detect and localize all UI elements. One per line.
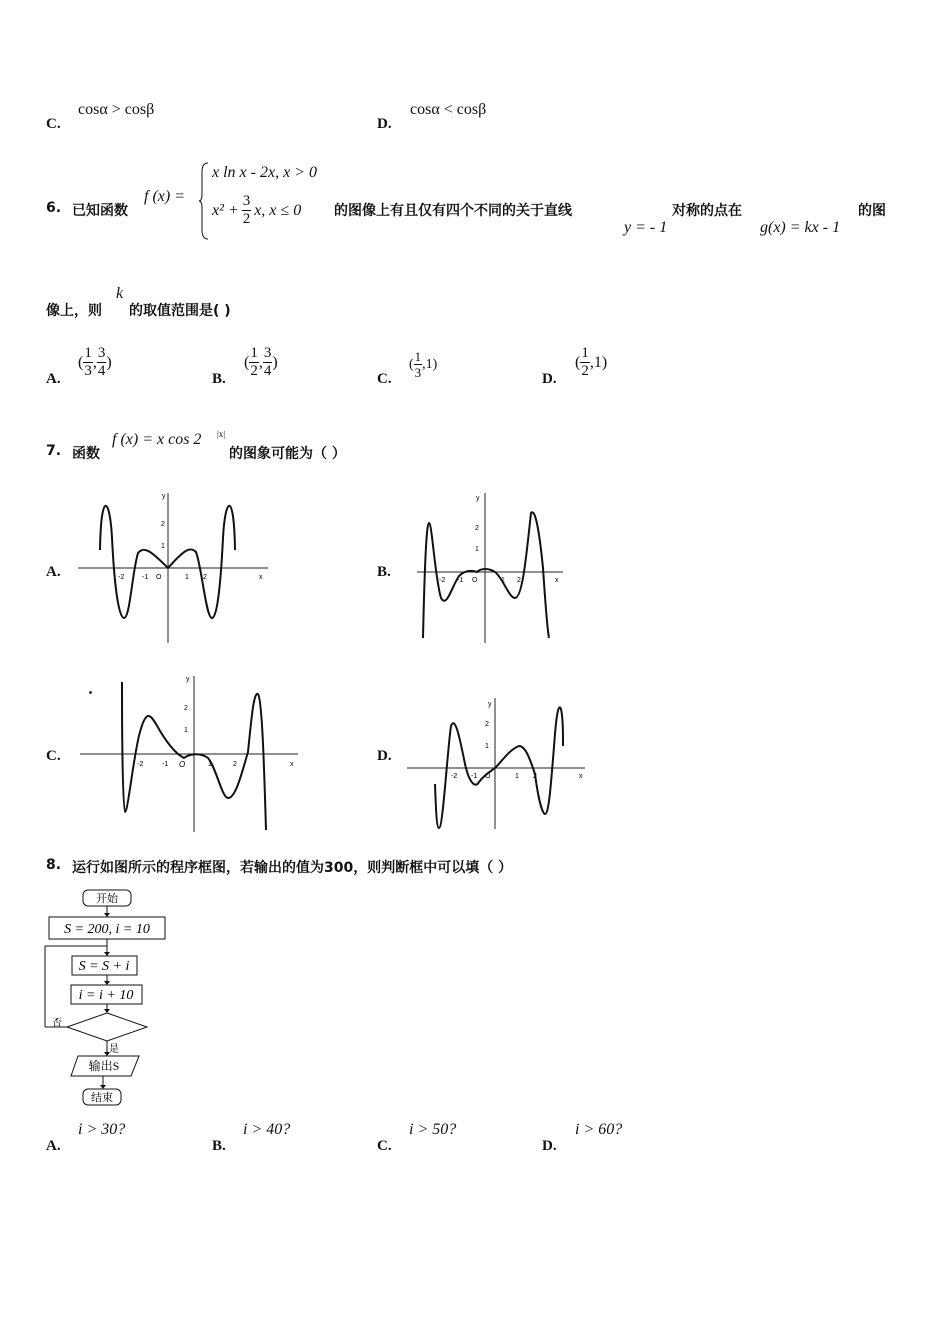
q6-option-b-expr	[244, 346, 278, 379]
fraction-denominator: 3	[414, 365, 422, 380]
q6-piecewise-brace	[199, 162, 209, 244]
tick-label: 1	[475, 546, 479, 553]
q6-g-expr: g(x) = kx - 1	[760, 219, 841, 236]
x-axis-label: x	[579, 773, 583, 780]
origin-label: O	[179, 760, 186, 769]
fraction-1	[414, 350, 423, 379]
q5-option-d-label: D.	[377, 116, 392, 132]
q6-option-d-expr	[575, 346, 607, 379]
q6-line-expr: y = - 1	[624, 219, 668, 236]
q6-text-3: 的图	[858, 203, 886, 219]
q7-number: 7.	[46, 443, 62, 459]
origin-label: O	[472, 577, 478, 584]
paren-close: )	[272, 353, 278, 371]
flow-output: 输出S	[88, 1059, 120, 1073]
q7-graph-c	[76, 672, 306, 841]
tick-label: -2	[439, 577, 446, 584]
fraction-2	[263, 346, 273, 379]
tick-label: 2	[485, 721, 489, 728]
q8-option-b-label: B.	[212, 1138, 226, 1154]
tick-label: 2	[475, 525, 479, 532]
q6-piece-2	[212, 194, 301, 227]
q8-option-d-expr: i > 60?	[575, 1121, 623, 1138]
q8-option-b-expr: i > 40?	[243, 1121, 291, 1138]
q8-flowchart	[40, 884, 190, 1120]
q6-option-c-label: C.	[377, 371, 392, 387]
q8-text: 运行如图所示的程序框图，若输出的值为300，则判断框中可以填（ ）	[72, 860, 513, 876]
fraction-denominator: 4	[263, 363, 272, 379]
x-axis-label: x	[555, 577, 559, 584]
tick-label: 2	[161, 521, 165, 528]
flow-step-sum: S = S + i	[78, 959, 130, 974]
fraction-denominator: 3	[84, 363, 92, 379]
fraction-1	[83, 346, 93, 379]
q6-piece-1: x ln x - 2x, x > 0	[212, 164, 317, 181]
q7-graph-d	[405, 694, 590, 838]
tail: ,1)	[589, 353, 608, 371]
q6-option-c-expr	[409, 350, 437, 379]
flow-no-label: 否	[52, 1018, 62, 1029]
q7-option-a-label: A.	[46, 564, 61, 580]
y-axis-label: y	[476, 495, 480, 502]
q8-number: 8.	[46, 857, 62, 873]
q6-option-a-expr	[78, 346, 112, 379]
q7-option-c-label: C.	[46, 748, 61, 764]
q6-function-name: f (x) =	[144, 188, 185, 205]
q6-piece-2-fraction	[242, 194, 252, 227]
tick-label: 1	[184, 727, 188, 734]
q6-number: 6.	[46, 200, 62, 216]
tick-label: 1	[161, 543, 165, 550]
y-axis-label: y	[186, 676, 190, 683]
fraction-denominator: 2	[242, 211, 251, 227]
fraction-denominator: 2	[581, 363, 589, 379]
tick-label: 1	[208, 761, 212, 768]
tick-label: -1	[142, 574, 149, 581]
q6-line2-post: 的取值范围是( )	[129, 303, 231, 319]
tick-label: -1	[471, 773, 478, 780]
paren-open: (	[78, 353, 84, 371]
tick-label: 2	[533, 773, 537, 780]
fraction-2	[97, 346, 107, 379]
origin-label: O	[156, 574, 162, 581]
q6-option-b-label: B.	[212, 371, 226, 387]
tick-label: 1	[515, 773, 519, 780]
fraction-numerator: 1	[84, 345, 92, 361]
q5-option-c-expr: cosα > cosβ	[78, 101, 155, 118]
fraction-1	[249, 346, 259, 379]
flow-init: S = 200, i = 10	[64, 922, 150, 937]
fraction-numerator: 1	[414, 349, 422, 364]
paren-open: (	[575, 353, 581, 371]
q6-text-1: 的图像上有且仅有四个不同的关于直线	[334, 203, 572, 219]
paren-close: )	[106, 353, 112, 371]
q8-option-a-label: A.	[46, 1138, 61, 1154]
q7-expr-superscript: |x|	[217, 429, 226, 439]
tick-label: 1	[185, 574, 189, 581]
q5-option-d-expr: cosα < cosβ	[410, 101, 487, 118]
tick-label: -2	[451, 773, 458, 780]
q8-option-a-expr: i > 30?	[78, 1121, 126, 1138]
tick-label: 1	[485, 743, 489, 750]
separator: ,	[258, 353, 263, 371]
q6-option-a-label: A.	[46, 371, 61, 387]
tick-label: 2	[517, 577, 521, 584]
fraction-numerator: 1	[581, 345, 589, 361]
tick-label: -1	[457, 577, 464, 584]
fraction-numerator: 3	[242, 193, 251, 209]
q8-option-c-label: C.	[377, 1138, 392, 1154]
tick-label: -2	[137, 761, 144, 768]
flow-start: 开始	[96, 893, 118, 905]
q5-option-c-label: C.	[46, 116, 61, 132]
tick-label: -1	[162, 761, 169, 768]
tick-label: 2	[203, 574, 207, 581]
flow-step-increment: i = i + 10	[78, 988, 134, 1003]
separator: ,	[92, 353, 97, 371]
paren-open: (	[244, 353, 250, 371]
q7-graph-a	[70, 488, 280, 652]
q7-option-b-label: B.	[377, 564, 391, 580]
fraction-numerator: 3	[263, 345, 272, 361]
q7-option-d-label: D.	[377, 748, 392, 764]
tick-label: 1	[501, 577, 505, 584]
fraction-numerator: 3	[97, 345, 106, 361]
q6-lead: 已知函数	[72, 203, 128, 219]
tail: ,1)	[422, 356, 438, 372]
fraction-denominator: 4	[97, 363, 106, 379]
q8-option-d-label: D.	[542, 1138, 557, 1154]
q6-k: k	[116, 285, 124, 302]
fraction-numerator: 1	[250, 345, 258, 361]
q6-line2-pre: 像上，则	[46, 303, 102, 319]
q6-piece-2-pre: x² +	[212, 201, 239, 219]
origin-label: O	[485, 773, 491, 780]
flow-yes-label: 是	[109, 1044, 119, 1055]
tick-label: -2	[118, 574, 125, 581]
flow-end: 结束	[91, 1092, 113, 1104]
q7-graph-b	[405, 488, 575, 652]
x-axis-label: x	[259, 574, 263, 581]
fraction-denominator: 2	[250, 363, 258, 379]
q8-option-c-expr: i > 50?	[409, 1121, 457, 1138]
tick-label: 2	[184, 705, 188, 712]
q6-option-d-label: D.	[542, 371, 557, 387]
q6-text-2: 对称的点在	[672, 203, 742, 219]
tick-label: 2	[233, 761, 237, 768]
q6-piece-2-post: x, x ≤ 0	[254, 201, 302, 219]
paren-open: (	[409, 356, 414, 372]
fraction-1	[580, 346, 590, 379]
scan-dot	[89, 691, 92, 694]
q7-lead: 函数	[72, 446, 100, 462]
q7-expr: f (x) = x cos 2	[112, 431, 202, 448]
x-axis-label: x	[290, 761, 294, 768]
q7-tail: 的图象可能为（ ）	[229, 446, 346, 462]
y-axis-label: y	[488, 701, 492, 708]
y-axis-label: y	[162, 493, 166, 500]
